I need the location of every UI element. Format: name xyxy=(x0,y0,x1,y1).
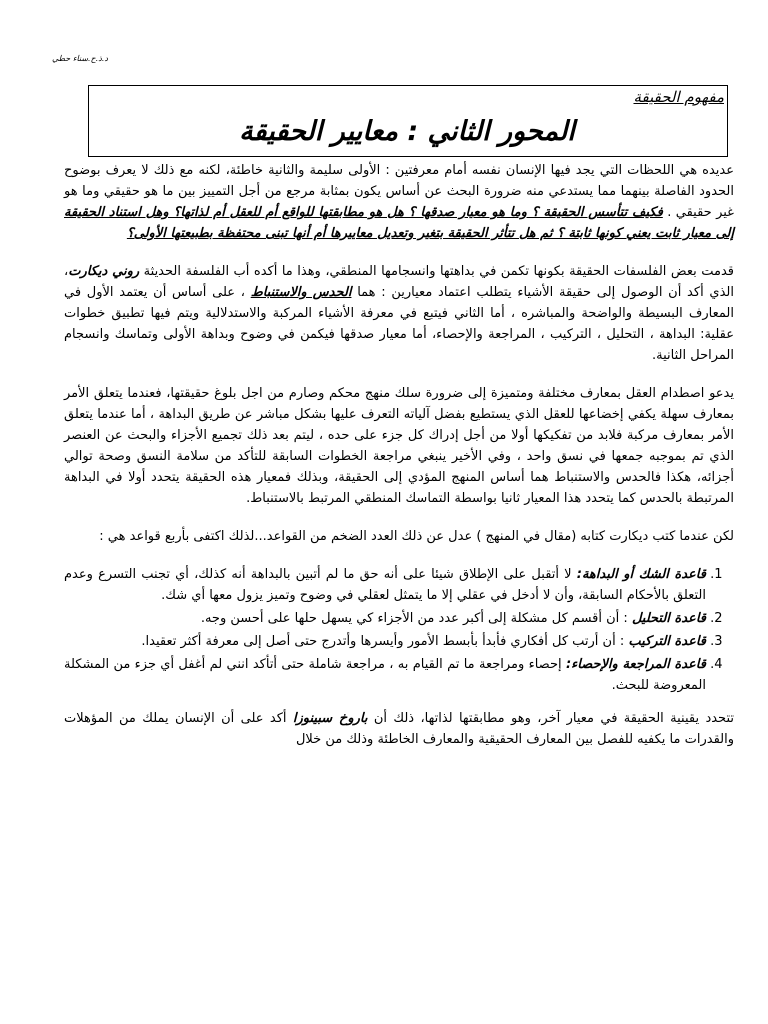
intro-text: عديده هي اللحظات التي يجد فيها الإنسان نفسه أمام معرفتين : الأولى سليمة والثانية خاطئة، لكنه مع ذلك لا يعرف بوضوح الحدود الفاصلة بينهما مما يستدعي منه ضرورة البحث عن أساس يكون بمثابة مرجع من أجل التمييز بين ما هو حقيقي وما هو غير حقيقي . xyxy=(64,163,734,220)
rule-title: قاعدة التحليل xyxy=(631,611,706,626)
list-item xyxy=(64,608,706,629)
descartes-text-b: ، الذي أكد أن الوصول إلى حقيقة الأشياء يتطلب اعتماد معيارين : هما xyxy=(64,264,734,300)
rule-text: إحصاء ومراجعة ما تم القيام به ، مراجعة شاملة حتى أتأكد انني لم أغفل أي جزء من المشكلة المعروضة للبحث. xyxy=(64,657,706,693)
list-item xyxy=(64,564,706,606)
list-item xyxy=(64,631,706,652)
descartes-paragraph xyxy=(64,261,734,366)
intro-paragraph xyxy=(64,160,734,244)
spinoza-text-a: تتحدد يقينية الحقيقة في معيار آخر، وهو مطابقتها لذاتها، ذلك أن xyxy=(373,711,734,726)
rule-title: قاعدة الشك أو البداهة: xyxy=(576,567,706,582)
spinoza-text-b: أكد على أن الإنسان يملك من المؤهلات والقدرات ما يكفيه للفصل بين المعارف الحقيقية والمعارف الخاطئة وذلك من خلال xyxy=(64,711,734,747)
spinoza-paragraph xyxy=(64,708,734,750)
topic-label: مفهوم الحقيقة xyxy=(633,88,724,106)
rule-title: قاعدة المراجعة والإحصاء: xyxy=(565,657,706,672)
rule-text: لا أتقبل على الإطلاق شيئا على أنه حق ما لم أتبين بالبداهة أنه كذلك، أي تجنب التسرع وعدم التعلق بالأحكام السابقة، وأن لا أدخل في عقلي إلا ما يتمثل لعقلي في وضوح وتميز يزول معها أي شك. xyxy=(64,567,706,603)
descartes-text-a: قدمت بعض الفلسفات الحقيقة بكونها تكمن في بداهتها وانسجامها المنطقي، وهذا ما أكده أب الفلسفة الحديثة xyxy=(143,264,734,279)
rule-text: : أن أرتب كل أفكاري فأبدأ بأبسط الأمور وأيسرها وأتدرج حتى أصل إلى معرفة أكثر تعقيدا. xyxy=(141,634,629,649)
document-body xyxy=(64,160,734,767)
intro-questions: فكيف تتأسس الحقيقة ؟ وما هو معيار صدقها ؟ هل هو مطابقتها للواقع أم للعقل أم لذاتها؟ وهل استناد الحقيقة إلى معيار ثابت يعني كونها ثابتة ؟ ثم هل تتأثر الحقيقة بتغير وتعديل معاييرها أم أنها تبنى محتفظة بطبيعتها الأولى؟ xyxy=(64,205,734,241)
rules-list xyxy=(64,564,734,696)
descartes-name: روني ديكارت xyxy=(68,264,140,279)
spinoza-name: باروخ سبينوزا xyxy=(292,711,368,726)
author-signature: د.ذ.ح.سناء حطي xyxy=(52,54,108,63)
page-title: المحور الثاني : معايير الحقيقة xyxy=(239,116,575,147)
method-paragraph: يدعو اصطدام العقل بمعارف مختلفة ومتميزة إلى ضرورة سلك منهج محكم وصارم من اجل بلوغ حقيقتها، فعندما يتعلق الأمر بمعارف سهلة يكفي إخضاعها للعقل الذي يستطيع بفضل آلياته التعرف عليها بشكل مباشر عن طريق البداهة ، أما عندما يتعلق الأمر بمعارف مركبة فلابد من تفكيكها أولا من أجل إدراك كل جزء على حده ، ليتم بعد ذلك تجميع الأجزاء والبحث عن العنصر الذي تم بموجبه جمعها في نسق واحد ، وفي الأخير ينبغي مراجعة الخطوات السابقة للتأكد من سلامة النسق وصحة توالي أجزائه، هكذا فالحدس والاستنباط هما أساس المنهج المؤدي إلى الحقيقة، وبذلك فمعيار هذه الحقيقة يتحدد أولا في البداهة المرتبطة بالحدس كما يتحدد هذا المعيار ثانيا بواسطة التماسك المنطقي المرتبط بالاستنباط. xyxy=(64,386,734,506)
rule-text: : أن أقسم كل مشكلة إلى أكبر عدد من الأجزاء كي يسهل حلها على أحسن وجه. xyxy=(200,611,632,626)
rules-intro-paragraph: لكن عندما كتب ديكارت كتابه (مقال في المنهج ) عدل عن ذلك العدد الضخم من القواعد...لذلك اكتفى بأربع قواعد هي : xyxy=(99,529,734,544)
list-item xyxy=(64,654,706,696)
rule-title: قاعدة التركيب xyxy=(628,634,706,649)
descartes-terms: الحدس والاستنباط xyxy=(250,285,352,300)
descartes-text-c: ، على أساس أن يعتمد الأول في المعارف البسيطة والواضحة والمباشره ، أما الثاني فيتبع في معرفة الأشياء المركبة والاستدلالية ويتم فيها تطبيق خطوات عقلية: البداهة ، التحليل ، التركيب ، المراجعة والإحصاء، أما معيار صدقها فيكمن في وضوح وبداهة الأولى وتماسك وانسجام المراحل الثانية. xyxy=(64,285,734,363)
